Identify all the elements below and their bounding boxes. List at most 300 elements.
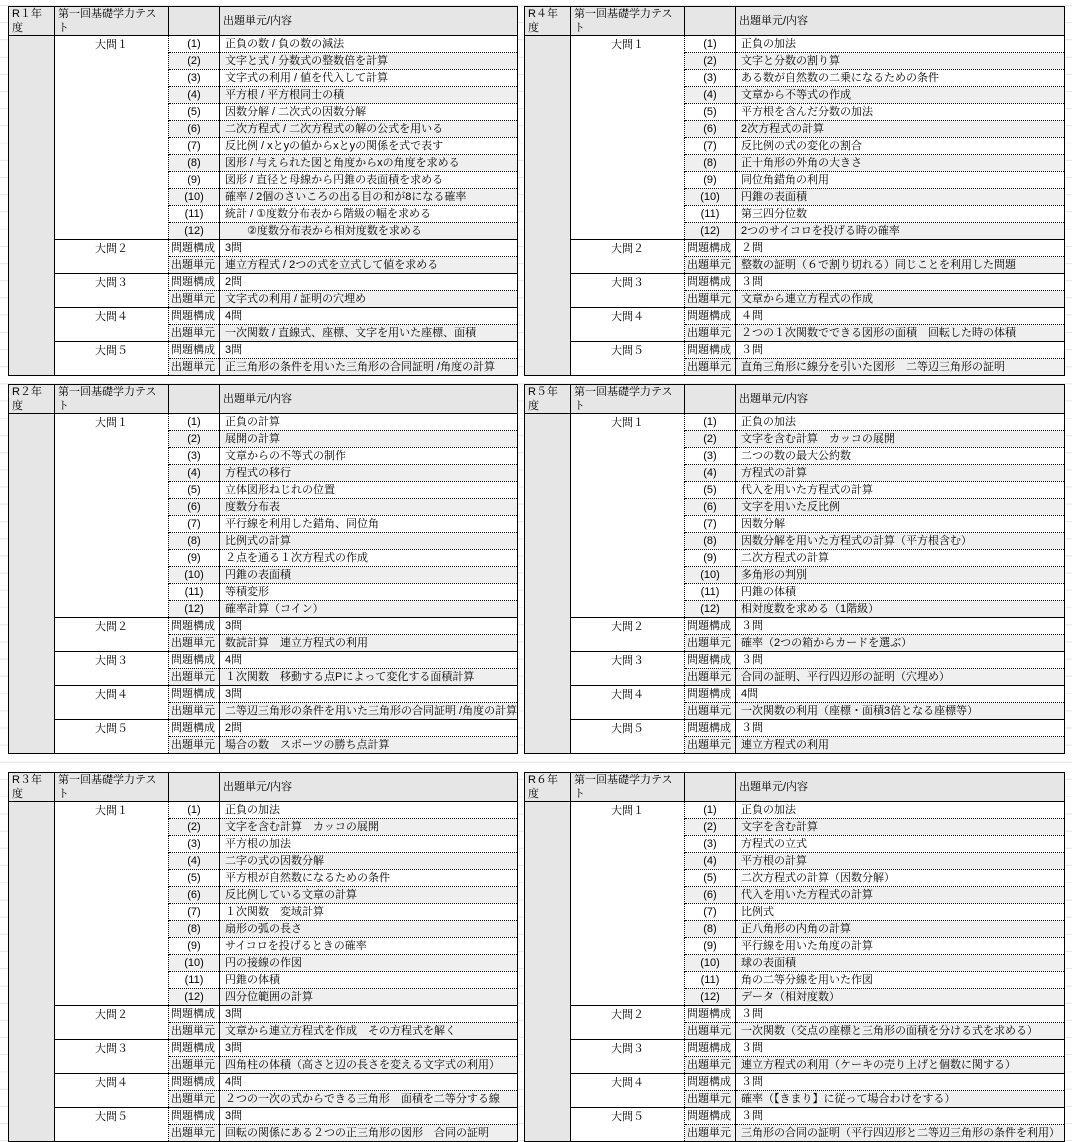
- kousei-value: ３問: [736, 274, 1065, 291]
- header-row: [525, 385, 1065, 414]
- header-row: [9, 7, 518, 36]
- item-content: サイコロを投げるときの確率: [220, 938, 518, 955]
- table-row: [9, 240, 518, 257]
- item-number: (3): [169, 448, 220, 465]
- item-number: (1): [685, 36, 736, 53]
- table-row: [9, 1074, 518, 1091]
- tangen-label: 出題単元: [685, 635, 736, 652]
- daimon-cell: 大問５: [571, 342, 685, 376]
- year-column-spacer: [525, 36, 571, 376]
- kousei-value: 2問: [220, 274, 518, 291]
- item-content: 平方根が自然数になるための条件: [220, 870, 518, 887]
- tangen-value: 文章から連立方程式を作成 その方程式を解く: [220, 1023, 518, 1040]
- item-number: (3): [169, 836, 220, 853]
- header-spacer: [169, 7, 220, 36]
- unit-header: 出題単元/内容: [736, 385, 1065, 414]
- table-row: [525, 240, 1065, 257]
- item-number: (2): [685, 431, 736, 448]
- daimon-cell: 大問４: [571, 686, 685, 720]
- kousei-value: 3問: [220, 342, 518, 359]
- item-number: (5): [685, 870, 736, 887]
- table-row: [525, 652, 1065, 669]
- tangen-value: 連立方程式の利用（ケーキの売り上げと個数に関する）: [736, 1057, 1065, 1074]
- item-content: 展開の計算: [220, 431, 518, 448]
- item-content: 多角形の判別: [736, 567, 1065, 584]
- kousei-value: ３問: [736, 1074, 1065, 1091]
- item-content: 円錐の体積: [220, 972, 518, 989]
- header-spacer: [685, 773, 736, 802]
- item-content: ②度数分布表から相対度数を求める: [220, 223, 518, 240]
- item-content: 図形 / 直径と母線から円錐の表面積を求める: [220, 172, 518, 189]
- tangen-label: 出題単元: [169, 635, 220, 652]
- table-row: [9, 36, 518, 53]
- kousei-value: ２問: [736, 240, 1065, 257]
- year-label: R３年度: [9, 773, 55, 802]
- item-content: 図形 / 与えられた図と角度からxの角度を求める: [220, 155, 518, 172]
- exam-block: [8, 772, 518, 1142]
- item-content: 四分位範囲の計算: [220, 989, 518, 1006]
- item-content: 正負の加法: [736, 802, 1065, 819]
- kousei-label: 問題構成: [685, 1074, 736, 1091]
- kousei-label: 問題構成: [685, 686, 736, 703]
- table-row: [9, 308, 518, 325]
- table-row: [9, 1040, 518, 1057]
- kousei-label: 問題構成: [169, 1108, 220, 1125]
- table-row: [525, 274, 1065, 291]
- item-content: 文字式の利用 / 値を代入して計算: [220, 70, 518, 87]
- item-number: (11): [685, 584, 736, 601]
- item-content: 代入を用いた方程式の計算: [736, 482, 1065, 499]
- item-content: ある数が自然数の二乗になるための条件: [736, 70, 1065, 87]
- test-name: 第一回基礎学力テスト: [571, 385, 685, 414]
- kousei-label: 問題構成: [169, 720, 220, 737]
- item-number: (11): [685, 972, 736, 989]
- header-spacer: [169, 385, 220, 414]
- item-number: (9): [685, 550, 736, 567]
- kousei-value: 3問: [220, 1108, 518, 1125]
- tangen-label: 出題単元: [685, 257, 736, 274]
- item-number: (1): [685, 802, 736, 819]
- item-content: データ（相対度数）: [736, 989, 1065, 1006]
- kousei-value: 4問: [220, 652, 518, 669]
- daimon1-cell: 大問１: [571, 802, 685, 1006]
- kousei-value: 3問: [220, 618, 518, 635]
- item-number: (4): [685, 87, 736, 104]
- item-content: 平方根を含んだ分数の加法: [736, 104, 1065, 121]
- table-row: [9, 686, 518, 703]
- item-number: (8): [169, 533, 220, 550]
- tangen-label: 出題単元: [685, 1125, 736, 1142]
- item-content: 二次方程式 / 二次方程式の解の公式を用いる: [220, 121, 518, 138]
- unit-header: 出題単元/内容: [220, 7, 518, 36]
- item-content: 文字を含む計算: [736, 819, 1065, 836]
- daimon-cell: 大問２: [571, 618, 685, 652]
- daimon-cell: 大問５: [55, 342, 169, 376]
- item-number: (12): [169, 989, 220, 1006]
- kousei-value: ３問: [736, 342, 1065, 359]
- year-column-spacer: [9, 414, 55, 754]
- table-row: [525, 36, 1065, 53]
- exam-block: [524, 6, 1065, 376]
- tangen-label: 出題単元: [685, 1091, 736, 1108]
- tangen-value: 確率（2つの箱からカードを選ぶ）: [736, 635, 1065, 652]
- item-content: 因数分解 / 二次式の因数分解: [220, 104, 518, 121]
- table-row: [9, 618, 518, 635]
- item-number: (5): [685, 104, 736, 121]
- table-row: [525, 802, 1065, 819]
- item-content: 正負の数 / 負の数の減法: [220, 36, 518, 53]
- daimon-cell: 大問３: [571, 274, 685, 308]
- item-number: (1): [169, 414, 220, 431]
- header-spacer: [685, 385, 736, 414]
- item-content: 度数分布表: [220, 499, 518, 516]
- item-number: (6): [169, 887, 220, 904]
- item-content: 反比例の式の変化の割合: [736, 138, 1065, 155]
- item-content: 立体図形ねじれの位置: [220, 482, 518, 499]
- tangen-value: 連立方程式の利用: [736, 737, 1065, 754]
- daimon-cell: 大問３: [55, 1040, 169, 1074]
- item-number: (6): [685, 499, 736, 516]
- item-content: 円錐の表面積: [736, 189, 1065, 206]
- item-number: (7): [169, 138, 220, 155]
- daimon1-cell: 大問１: [55, 414, 169, 618]
- daimon-cell: 大問３: [571, 1040, 685, 1074]
- item-content: 等積変形: [220, 584, 518, 601]
- tangen-label: 出題単元: [169, 669, 220, 686]
- item-content: 文章からの不等式の制作: [220, 448, 518, 465]
- table-band: [8, 384, 1072, 754]
- tangen-label: 出題単元: [169, 703, 220, 720]
- kousei-value: 4問: [220, 1074, 518, 1091]
- exam-block: [524, 772, 1065, 1142]
- item-number: (5): [169, 870, 220, 887]
- tangen-label: 出題単元: [169, 325, 220, 342]
- tangen-value: 文章から連立方程式の作成: [736, 291, 1065, 308]
- daimon-cell: 大問４: [55, 308, 169, 342]
- table-row: [525, 720, 1065, 737]
- year-label: R５年度: [525, 385, 571, 414]
- tangen-label: 出題単元: [685, 1023, 736, 1040]
- table-row: [525, 308, 1065, 325]
- item-number: (11): [685, 206, 736, 223]
- item-number: (8): [169, 155, 220, 172]
- tangen-value: 連立方程式 / 2つの式を立式して値を求める: [220, 257, 518, 274]
- test-name: 第一回基礎学力テスト: [571, 7, 685, 36]
- daimon-cell: 大問５: [55, 1108, 169, 1142]
- item-content: 円錐の表面積: [220, 567, 518, 584]
- item-number: (4): [169, 853, 220, 870]
- tangen-label: 出題単元: [169, 359, 220, 376]
- item-number: (1): [685, 414, 736, 431]
- daimon-cell: 大問５: [571, 1108, 685, 1142]
- tangen-label: 出題単元: [685, 669, 736, 686]
- header-row: [9, 773, 518, 802]
- item-number: (11): [169, 972, 220, 989]
- table-row: [525, 1040, 1065, 1057]
- item-number: (9): [685, 938, 736, 955]
- kousei-label: 問題構成: [169, 274, 220, 291]
- item-number: (4): [685, 853, 736, 870]
- header-row: [9, 385, 518, 414]
- item-number: (10): [685, 567, 736, 584]
- item-content: 文字と分数の割り算: [736, 53, 1065, 70]
- year-column-spacer: [9, 802, 55, 1142]
- tangen-label: 出題単元: [685, 359, 736, 376]
- table-row: [9, 802, 518, 819]
- kousei-label: 問題構成: [169, 240, 220, 257]
- daimon1-cell: 大問１: [55, 802, 169, 1006]
- item-number: (3): [685, 448, 736, 465]
- item-content: 正負の加法: [736, 36, 1065, 53]
- table-row: [9, 1006, 518, 1023]
- item-content: １次関数 変域計算: [220, 904, 518, 921]
- table-row: [9, 414, 518, 431]
- tangen-value: ２つの一次の式からできる三角形 面積を二等分する線: [220, 1091, 518, 1108]
- kousei-label: 問題構成: [685, 720, 736, 737]
- kousei-label: 問題構成: [685, 1108, 736, 1125]
- item-content: 代入を用いた方程式の計算: [736, 887, 1065, 904]
- kousei-label: 問題構成: [685, 1040, 736, 1057]
- table-row: [525, 1074, 1065, 1091]
- kousei-value: 3問: [220, 686, 518, 703]
- tangen-value: 整数の証明（６で割り切れる）同じことを利用した問題: [736, 257, 1065, 274]
- tangen-label: 出題単元: [169, 291, 220, 308]
- daimon-cell: 大問５: [571, 720, 685, 754]
- item-number: (6): [685, 887, 736, 904]
- item-number: (7): [169, 516, 220, 533]
- test-name: 第一回基礎学力テスト: [571, 773, 685, 802]
- item-content: 正十角形の外角の大きさ: [736, 155, 1065, 172]
- kousei-value: ３問: [736, 1006, 1065, 1023]
- item-number: (7): [685, 904, 736, 921]
- item-number: (12): [685, 223, 736, 240]
- item-content: 第三四分位数: [736, 206, 1065, 223]
- item-content: 正負の加法: [220, 802, 518, 819]
- year-label: R２年度: [9, 385, 55, 414]
- item-content: 2次方程式の計算: [736, 121, 1065, 138]
- item-number: (7): [685, 516, 736, 533]
- header-row: [525, 773, 1065, 802]
- daimon1-cell: 大問１: [571, 414, 685, 618]
- table-row: [525, 342, 1065, 359]
- item-number: (12): [169, 601, 220, 618]
- tangen-value: 一次関数 / 直線式、座標、文字を用いた座標、面積: [220, 325, 518, 342]
- table-row: [9, 652, 518, 669]
- item-number: (2): [169, 819, 220, 836]
- tangen-label: 出題単元: [169, 1023, 220, 1040]
- kousei-value: ３問: [736, 1108, 1065, 1125]
- item-content: 反比例 / xとyの値からxとyの関係を式で表す: [220, 138, 518, 155]
- item-number: (9): [685, 172, 736, 189]
- item-number: (12): [685, 601, 736, 618]
- item-content: 文字を用いた反比例: [736, 499, 1065, 516]
- table-row: [9, 720, 518, 737]
- exam-block: [524, 384, 1065, 754]
- test-name: 第一回基礎学力テスト: [55, 773, 169, 802]
- daimon-cell: 大問２: [55, 618, 169, 652]
- kousei-value: 2問: [220, 720, 518, 737]
- year-label: R４年度: [525, 7, 571, 36]
- kousei-label: 問題構成: [169, 1074, 220, 1091]
- item-content: 方程式の立式: [736, 836, 1065, 853]
- item-content: 方程式の計算: [736, 465, 1065, 482]
- item-number: (8): [685, 921, 736, 938]
- item-content: 文字を含む計算 カッコの展開: [736, 431, 1065, 448]
- tangen-value: 二等辺三角形の条件を用いた三角形の合同証明 /角度の計算: [220, 703, 518, 720]
- daimon-cell: 大問２: [55, 240, 169, 274]
- item-number: (10): [685, 955, 736, 972]
- item-content: 平行線を利用した錯角、同位角: [220, 516, 518, 533]
- item-number: (5): [685, 482, 736, 499]
- exam-block: [8, 384, 518, 754]
- table-band: [8, 772, 1072, 1142]
- tangen-value: 四角柱の体積（高さと辺の長さを変える文字式の利用）: [220, 1057, 518, 1074]
- item-content: 扇形の弧の長さ: [220, 921, 518, 938]
- item-number: (2): [685, 819, 736, 836]
- item-content: 文章から不等式の作成: [736, 87, 1065, 104]
- kousei-label: 問題構成: [169, 1040, 220, 1057]
- table-row: [525, 618, 1065, 635]
- tangen-value: 一次関数（交点の座標と三角形の面積を分ける式を求める）: [736, 1023, 1065, 1040]
- item-content: 相対度数を求める（1階級）: [736, 601, 1065, 618]
- item-number: (5): [169, 104, 220, 121]
- tangen-value: 直角三角形に線分を引いた図形 二等辺三角形の証明: [736, 359, 1065, 376]
- item-number: (8): [169, 921, 220, 938]
- table-row: [525, 686, 1065, 703]
- year-label: R６年度: [525, 773, 571, 802]
- table-row: [525, 414, 1065, 431]
- tangen-label: 出題単元: [685, 1057, 736, 1074]
- tangen-value: 確率（【きまり】に従って場合わけをする）: [736, 1091, 1065, 1108]
- daimon-cell: 大問３: [55, 652, 169, 686]
- item-content: 因数分解: [736, 516, 1065, 533]
- header-row: [525, 7, 1065, 36]
- daimon-cell: 大問２: [571, 240, 685, 274]
- kousei-value: ３問: [736, 652, 1065, 669]
- item-number: (6): [169, 121, 220, 138]
- kousei-label: 問題構成: [685, 274, 736, 291]
- tangen-label: 出題単元: [685, 737, 736, 754]
- kousei-value: ３問: [736, 1040, 1065, 1057]
- daimon-cell: 大問３: [55, 274, 169, 308]
- daimon-cell: 大問５: [55, 720, 169, 754]
- item-number: (6): [685, 121, 736, 138]
- item-number: (12): [685, 989, 736, 1006]
- table-band: [8, 6, 1072, 376]
- header-spacer: [169, 773, 220, 802]
- table-row: [9, 342, 518, 359]
- tangen-label: 出題単元: [169, 1091, 220, 1108]
- item-content: 二つの数の最大公約数: [736, 448, 1065, 465]
- unit-header: 出題単元/内容: [220, 385, 518, 414]
- item-content: 同位角錯角の利用: [736, 172, 1065, 189]
- item-number: (8): [685, 533, 736, 550]
- tangen-value: 場合の数 スポーツの勝ち点計算: [220, 737, 518, 754]
- tangen-value: ２つの１次関数でできる図形の面積 回転した時の体積: [736, 325, 1065, 342]
- item-content: 正負の計算: [220, 414, 518, 431]
- kousei-label: 問題構成: [685, 342, 736, 359]
- unit-header: 出題単元/内容: [736, 7, 1065, 36]
- test-name: 第一回基礎学力テスト: [55, 385, 169, 414]
- kousei-label: 問題構成: [169, 618, 220, 635]
- exam-block: [8, 6, 518, 376]
- item-content: 平方根の計算: [736, 853, 1065, 870]
- item-number: (5): [169, 482, 220, 499]
- tangen-label: 出題単元: [685, 703, 736, 720]
- header-spacer: [685, 7, 736, 36]
- item-content: 正負の加法: [736, 414, 1065, 431]
- tangen-value: 一次関数の利用（座標・面積3倍となる座標等）: [736, 703, 1065, 720]
- kousei-label: 問題構成: [685, 308, 736, 325]
- item-content: 平方根 / 平方根同士の積: [220, 87, 518, 104]
- kousei-value: 3問: [220, 240, 518, 257]
- unit-header: 出題単元/内容: [220, 773, 518, 802]
- year-label: R１年度: [9, 7, 55, 36]
- tangen-label: 出題単元: [685, 291, 736, 308]
- table-row: [525, 1006, 1065, 1023]
- item-number: (1): [169, 36, 220, 53]
- tangen-label: 出題単元: [169, 737, 220, 754]
- year-column-spacer: [525, 414, 571, 754]
- item-number: (7): [169, 904, 220, 921]
- year-column-spacer: [9, 36, 55, 376]
- item-number: (10): [169, 567, 220, 584]
- item-number: (10): [169, 189, 220, 206]
- daimon-cell: 大問２: [571, 1006, 685, 1040]
- item-content: 平行線を用いた角度の計算: [736, 938, 1065, 955]
- kousei-label: 問題構成: [169, 652, 220, 669]
- kousei-label: 問題構成: [685, 240, 736, 257]
- daimon-cell: 大問４: [571, 1074, 685, 1108]
- kousei-label: 問題構成: [685, 618, 736, 635]
- tangen-label: 出題単元: [169, 1125, 220, 1142]
- item-content: 二字の式の因数分解: [220, 853, 518, 870]
- item-number: (8): [685, 155, 736, 172]
- unit-header: 出題単元/内容: [736, 773, 1065, 802]
- item-content: 統計 / ①度数分布表から階級の幅を求める: [220, 206, 518, 223]
- item-content: ２点を通る１次方程式の作成: [220, 550, 518, 567]
- tangen-value: 三角形の合同の証明（平行四辺形と二等辺三角形の条件を利用）: [736, 1125, 1065, 1142]
- daimon-cell: 大問３: [571, 652, 685, 686]
- item-content: 文字を含む計算 カッコの展開: [220, 819, 518, 836]
- item-number: (9): [169, 550, 220, 567]
- kousei-value: ４問: [736, 308, 1065, 325]
- daimon-cell: 大問２: [55, 1006, 169, 1040]
- table-row: [9, 274, 518, 291]
- table-row: [9, 1108, 518, 1125]
- kousei-label: 問題構成: [685, 1006, 736, 1023]
- daimon1-cell: 大問１: [571, 36, 685, 240]
- item-content: 文字と式 / 分数式の整数倍を計算: [220, 53, 518, 70]
- item-content: 二次方程式の計算: [736, 550, 1065, 567]
- tangen-value: １次関数 移動する点Pによって変化する面積計算: [220, 669, 518, 686]
- tangen-value: 回転の関係にある２つの正三角形の図形 合同の証明: [220, 1125, 518, 1142]
- item-content: 方程式の移行: [220, 465, 518, 482]
- item-number: (11): [169, 584, 220, 601]
- kousei-value: 3問: [220, 1040, 518, 1057]
- item-content: 確率 / 2個のさいころの出る目の和が8になる確率: [220, 189, 518, 206]
- tangen-label: 出題単元: [169, 257, 220, 274]
- item-number: (12): [169, 223, 220, 240]
- item-number: (3): [685, 836, 736, 853]
- tangen-value: 数読計算 連立方程式の利用: [220, 635, 518, 652]
- item-number: (1): [169, 802, 220, 819]
- daimon-cell: 大問４: [571, 308, 685, 342]
- tangen-value: 正三角形の条件を用いた三角形の合同証明 /角度の計算: [220, 359, 518, 376]
- item-content: 確率計算（コイン）: [220, 601, 518, 618]
- item-number: (10): [169, 955, 220, 972]
- kousei-label: 問題構成: [169, 308, 220, 325]
